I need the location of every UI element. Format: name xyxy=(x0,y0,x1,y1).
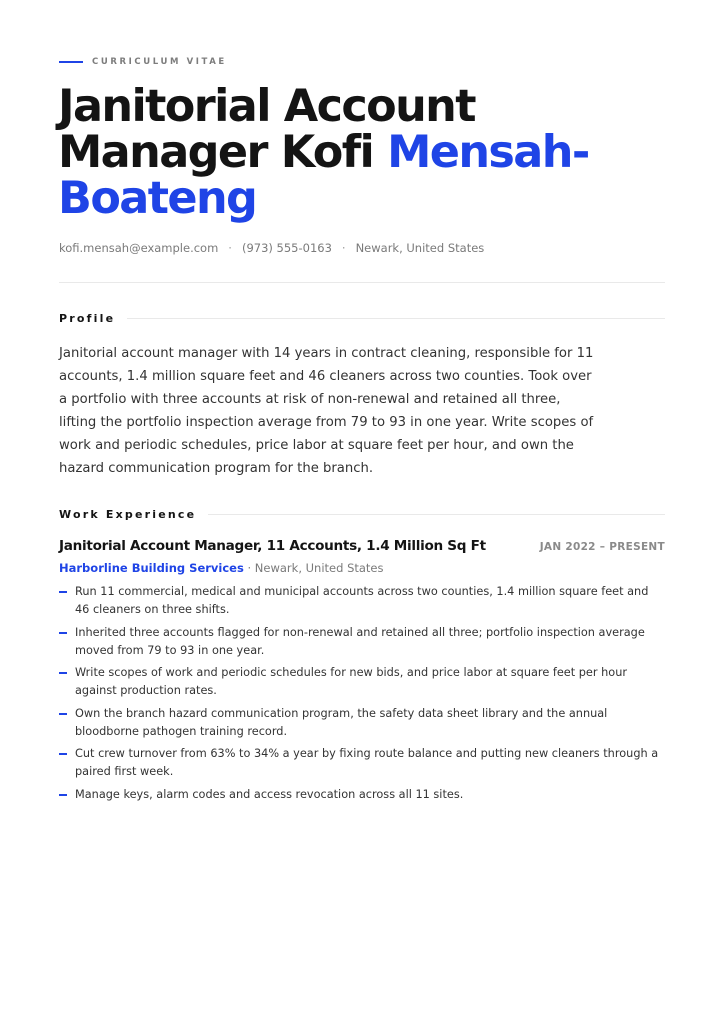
list-item xyxy=(59,664,665,700)
job-bullet-list xyxy=(59,583,665,808)
section-divider xyxy=(208,514,665,515)
bullet-text: Own the branch hazard communication program, the safety data sheet library and the annual bloodborne pathogen training record. xyxy=(75,706,608,738)
dash-bullet-icon xyxy=(59,713,67,715)
list-item xyxy=(59,705,665,741)
contact-separator: · xyxy=(228,241,232,255)
contact-phone[interactable]: (973) 555-0163 xyxy=(241,241,332,255)
dash-bullet-icon xyxy=(59,794,67,796)
job-title: Janitorial Account Manager, 11 Accounts, 1.4 Million Sq Ft xyxy=(59,538,486,554)
list-item xyxy=(59,786,665,804)
eyebrow-label: CURRICULUM VITAE xyxy=(92,57,227,67)
profile-summary: Janitorial account manager with 14 years in contract cleaning, responsible for 11 accounts, 1.4 million square feet and 46 cleaners across two counties. Took over a portfolio with three accounts at risk of non-renewal and retained all three, lifting the portfolio inspection average from 79 to 93 in one year. Write scopes of work and periodic schedules, price labor at square feet per hour, and own the hazard communication program for the branch. xyxy=(59,346,594,476)
job-location: · Newark, United States xyxy=(243,561,384,575)
list-item xyxy=(59,745,665,781)
header-divider xyxy=(59,282,665,283)
list-item xyxy=(59,583,665,619)
contact-line xyxy=(59,241,484,255)
dash-bullet-icon xyxy=(59,632,67,634)
section-divider xyxy=(127,318,665,319)
name-part-accent: Mensah-Boateng xyxy=(58,127,589,224)
candidate-name xyxy=(58,81,658,224)
contact-separator: · xyxy=(341,241,346,255)
job-organization xyxy=(59,561,384,575)
profile-section-header xyxy=(59,312,665,325)
contact-email[interactable]: kofi.mensah@example.com xyxy=(59,241,219,255)
eyebrow xyxy=(59,57,227,67)
job-dates: JAN 2022 – PRESENT xyxy=(539,541,665,553)
experience-section-header xyxy=(59,508,665,521)
dash-bullet-icon xyxy=(59,753,67,755)
profile-heading: Profile xyxy=(59,312,116,325)
dash-bullet-icon xyxy=(59,591,67,593)
list-item xyxy=(59,624,665,660)
bullet-text: Write scopes of work and periodic schedules for new bids, and price labor at square feet per hour against production rates. xyxy=(75,666,627,697)
experience-heading: Work Experience xyxy=(59,508,197,521)
name-part-dark: Janitorial Account Manager Kofi xyxy=(58,81,475,178)
contact-location: Newark, United States xyxy=(355,241,485,255)
bullet-text: Cut crew turnover from 63% to 34% a year by fixing route balance and putting new cleaners through a paired first week. xyxy=(75,747,659,778)
dash-bullet-icon xyxy=(59,672,67,674)
eyebrow-rule xyxy=(59,61,83,63)
bullet-text: Run 11 commercial, medical and municipal accounts across two counties, 1.4 million square feet and 46 cleaners on three shifts. xyxy=(75,585,649,616)
bullet-text: Manage keys, alarm codes and access revocation across all 11 sites. xyxy=(75,787,464,801)
job-company: Harborline Building Services xyxy=(59,561,244,575)
bullet-text: Inherited three accounts flagged for non-renewal and retained all three; portfolio inspection average moved from 79 to 93 in one year. xyxy=(75,625,645,657)
